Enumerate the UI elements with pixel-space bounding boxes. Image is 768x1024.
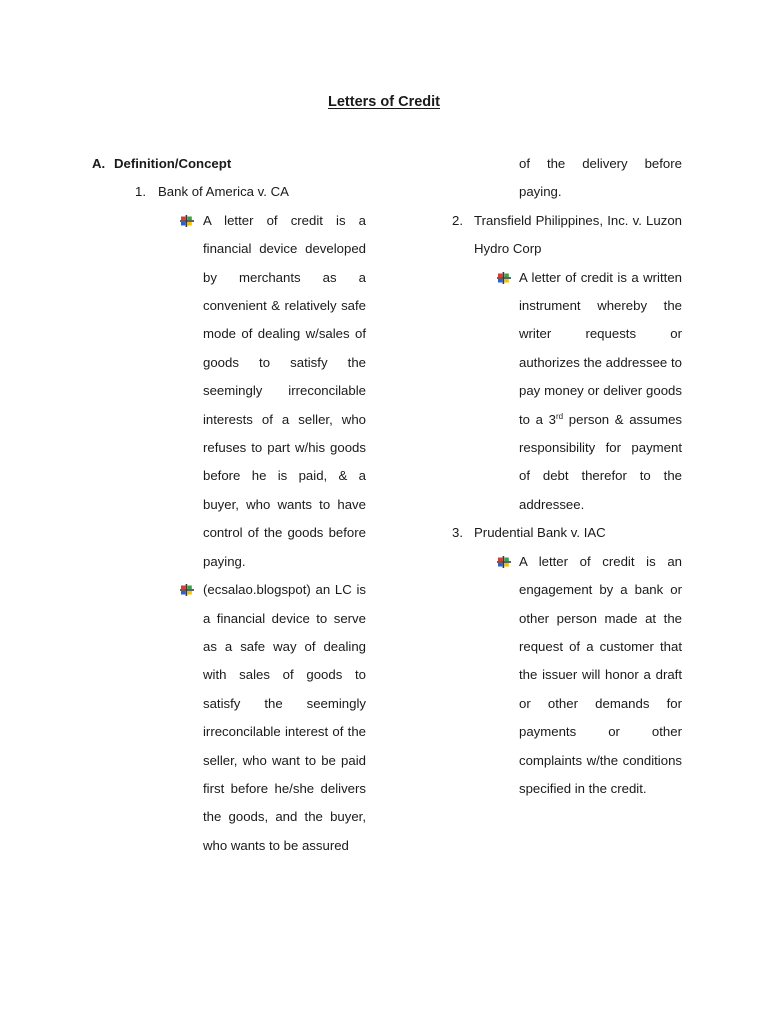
bullet-text: (ecsalao.blogspot) an LC is a financial device to serve as a safe way of dealing with sales of goods to satisfy the seemingly irreconcilable interest of the seller, who want to be paid first before he/she delivers the goods, and the buyer, who wants to be assured xyxy=(203,582,366,853)
document-title: Letters of Credit xyxy=(328,94,440,110)
windows-flag-bullet-icon xyxy=(497,272,511,284)
windows-flag-bullet-icon xyxy=(497,556,511,568)
case-item-3 xyxy=(452,519,682,547)
bullet-item xyxy=(452,264,682,520)
bullet-text: A letter of credit is a financial device developed by merchants as a convenient & relatively safe mode of dealing w/sales of goods to satisfy the seemingly irreconcilable interests of a seller, who refuses to part w/his goods before he is paid, & a buyer, who wants to have control of the goods before paying. xyxy=(203,212,366,569)
case-marker: 1. xyxy=(135,184,146,200)
case-item-2 xyxy=(452,207,682,264)
bullet-item xyxy=(452,548,682,804)
windows-flag-bullet-icon xyxy=(180,584,194,596)
case-marker: 2. xyxy=(452,212,463,228)
bullet-continuation: of the delivery before paying. xyxy=(519,156,682,200)
case-item-1 xyxy=(92,178,366,206)
case-label: Bank of America v. CA xyxy=(158,184,289,200)
right-column xyxy=(452,150,682,803)
bullet-item xyxy=(92,576,366,860)
case-label: Transfield Philippines, Inc. v. Luzon Hydro Corp xyxy=(474,212,682,257)
case-marker: 3. xyxy=(452,525,463,541)
ordinal-suffix: rd xyxy=(556,411,564,421)
section-heading xyxy=(92,150,366,178)
windows-flag-bullet-icon xyxy=(180,215,194,227)
left-column xyxy=(92,150,366,860)
bullet-text: A letter of credit is an engagement by a bank or other person made at the request of a customer that the issuer will honor a draft or other demands for payments or other complaints w/the conditions specified in the credit. xyxy=(519,553,682,796)
section-label: Definition/Concept xyxy=(114,156,232,171)
case-label: Prudential Bank v. IAC xyxy=(474,525,606,541)
section-marker: A. xyxy=(92,156,106,171)
bullet-text: A letter of credit is a written instrument whereby the writer requests or authorizes the addressee to pay money or deliver goods to a 3rd person & assumes responsibility for payment of debt therefor to the addressee. xyxy=(519,269,682,512)
bullet-item xyxy=(92,207,366,576)
